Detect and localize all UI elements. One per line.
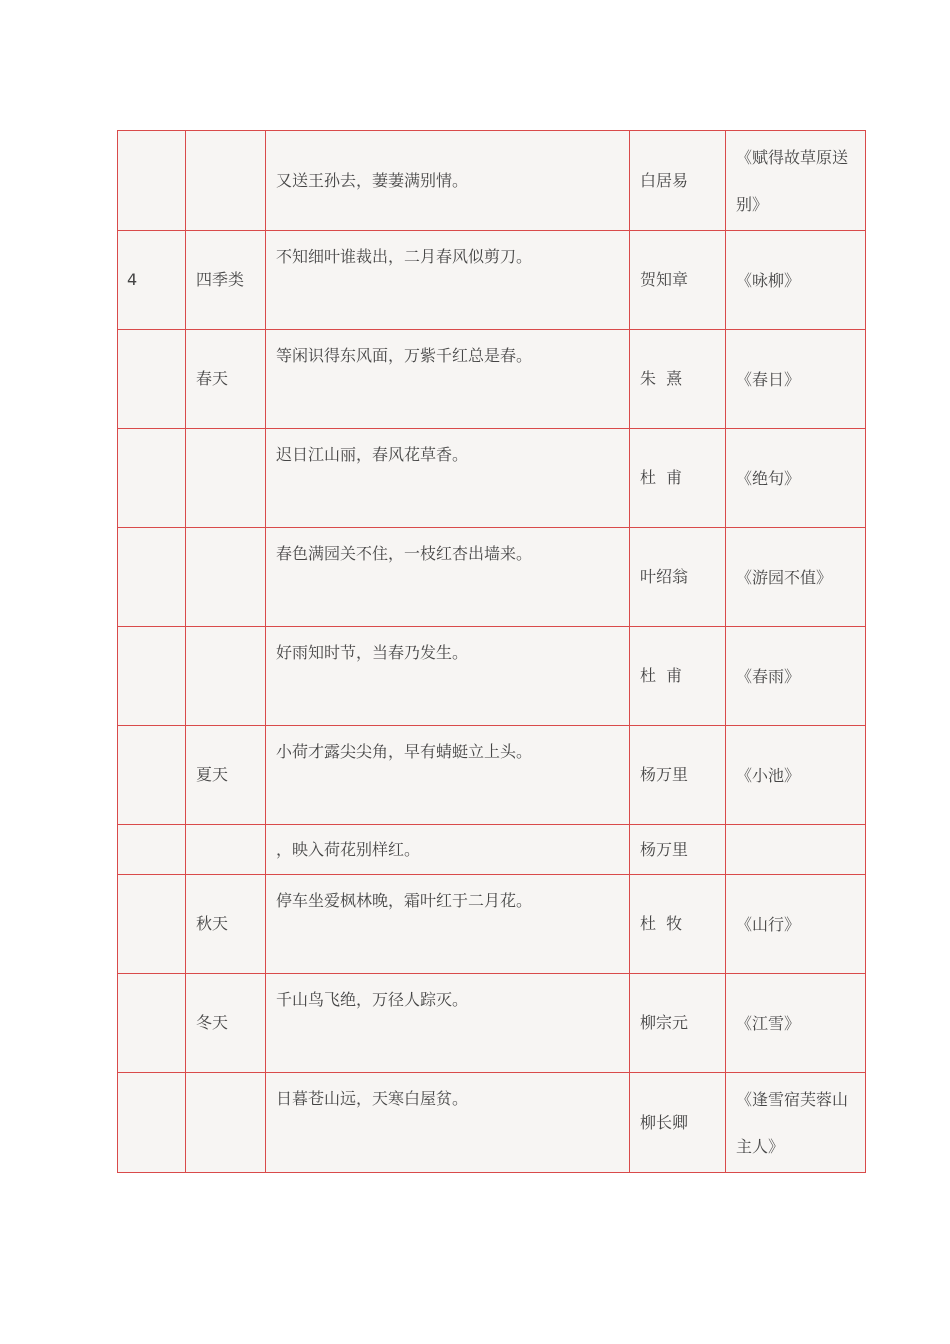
row-number — [118, 131, 186, 231]
verse-cell: 春色满园关不住，一枝红杏出墙来。 — [266, 528, 630, 627]
row-number — [118, 627, 186, 726]
row-number — [118, 825, 186, 875]
category-cell: 夏天 — [186, 726, 266, 825]
table-row — [118, 528, 866, 627]
poetry-table — [117, 130, 866, 1173]
author-cell: 白居易 — [630, 131, 726, 231]
row-number — [118, 726, 186, 825]
verse-cell: 好雨知时节，当春乃发生。 — [266, 627, 630, 726]
author-cell: 柳宗元 — [630, 974, 726, 1073]
row-number — [118, 330, 186, 429]
table-row — [118, 627, 866, 726]
author-cell: 朱 熹 — [630, 330, 726, 429]
category-cell: 冬天 — [186, 974, 266, 1073]
row-number — [118, 974, 186, 1073]
table-row — [118, 825, 866, 875]
category-cell — [186, 429, 266, 528]
title-cell: 《春雨》 — [726, 627, 866, 726]
row-number — [118, 429, 186, 528]
title-cell: 《逢雪宿芙蓉山主人》 — [726, 1073, 866, 1173]
author-cell: 杨万里 — [630, 726, 726, 825]
category-cell: 四季类 — [186, 231, 266, 330]
author-cell: 杜 甫 — [630, 627, 726, 726]
title-cell: 《小池》 — [726, 726, 866, 825]
author-cell: 叶绍翁 — [630, 528, 726, 627]
table-row — [118, 330, 866, 429]
title-cell: 《江雪》 — [726, 974, 866, 1073]
title-cell: 《绝句》 — [726, 429, 866, 528]
table-row — [118, 429, 866, 528]
category-cell: 春天 — [186, 330, 266, 429]
title-cell: 《山行》 — [726, 875, 866, 974]
author-cell: 贺知章 — [630, 231, 726, 330]
category-cell — [186, 825, 266, 875]
category-cell — [186, 528, 266, 627]
row-number — [118, 528, 186, 627]
verse-cell: 停车坐爱枫林晚，霜叶红于二月花。 — [266, 875, 630, 974]
author-cell: 杜 牧 — [630, 875, 726, 974]
category-cell — [186, 131, 266, 231]
verse-cell: 小荷才露尖尖角，早有蜻蜓立上头。 — [266, 726, 630, 825]
verse-cell: 不知细叶谁裁出，二月春风似剪刀。 — [266, 231, 630, 330]
table-row — [118, 231, 866, 330]
row-number: 4 — [118, 231, 186, 330]
table-row — [118, 726, 866, 825]
table-row — [118, 974, 866, 1073]
title-cell: 《游园不值》 — [726, 528, 866, 627]
verse-cell: 迟日江山丽，春风花草香。 — [266, 429, 630, 528]
table-row — [118, 1073, 866, 1173]
verse-cell: 又送王孙去，萋萋满别情。 — [266, 131, 630, 231]
row-number — [118, 1073, 186, 1173]
category-cell: 秋天 — [186, 875, 266, 974]
table-row — [118, 875, 866, 974]
verse-cell: ，映入荷花别样红。 — [266, 825, 630, 875]
title-cell: 《春日》 — [726, 330, 866, 429]
title-cell: 《赋得故草原送别》 — [726, 131, 866, 231]
author-cell: 杜 甫 — [630, 429, 726, 528]
row-number — [118, 875, 186, 974]
table-row — [118, 131, 866, 231]
category-cell — [186, 1073, 266, 1173]
author-cell: 柳长卿 — [630, 1073, 726, 1173]
author-cell: 杨万里 — [630, 825, 726, 875]
verse-cell: 千山鸟飞绝，万径人踪灭。 — [266, 974, 630, 1073]
verse-cell: 等闲识得东风面，万紫千红总是春。 — [266, 330, 630, 429]
verse-cell: 日暮苍山远，天寒白屋贫。 — [266, 1073, 630, 1173]
title-cell — [726, 825, 866, 875]
title-cell: 《咏柳》 — [726, 231, 866, 330]
category-cell — [186, 627, 266, 726]
